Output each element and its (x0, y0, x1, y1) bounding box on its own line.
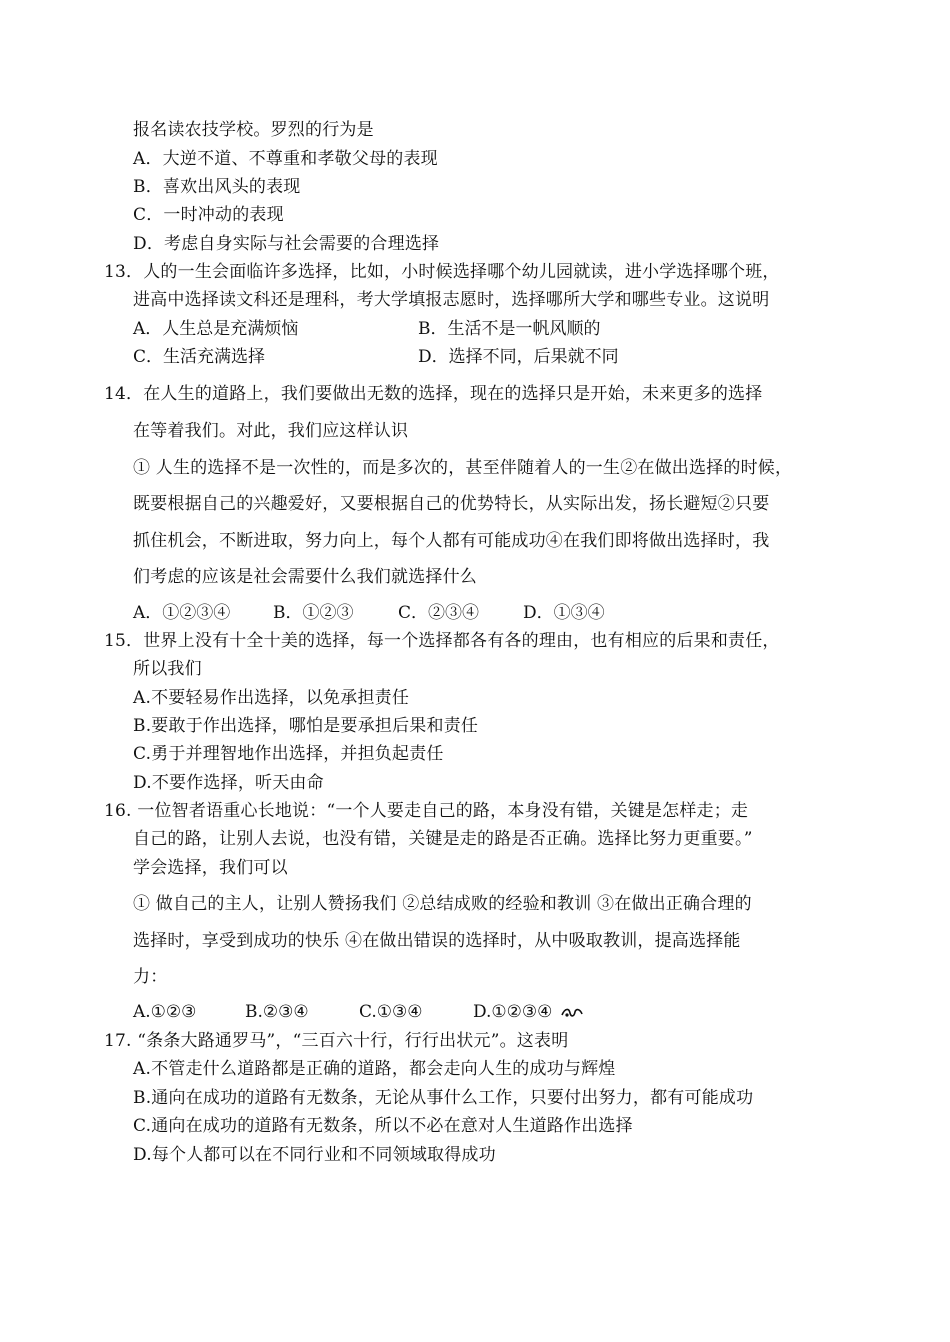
q15-stem-line-2: 所以我们 (133, 659, 202, 679)
scribble-icon (560, 1006, 584, 1020)
q15-option-a: A.不要轻易作出选择，以免承担责任 (133, 688, 410, 708)
q16-statement-line-1: ① 做自己的主人，让别人赞扬我们 ②总结成败的经验和教训 ③在做出正确合理的 (133, 894, 752, 914)
q16-stem-line-2: 自己的路，让别人去说，也没有错，关键是走的路是否正确。选择比努力更重要。” (133, 829, 753, 849)
q13-stem-line-2: 进高中选择读文科还是理科，考大学填报志愿时，选择哪所大学和哪些专业。这说明 (133, 290, 770, 310)
q14-option-b: B．①②③ (273, 603, 354, 623)
q12-option-a: A．大逆不道、不尊重和孝敬父母的表现 (133, 149, 438, 169)
q16-option-b: B.②③④ (245, 1002, 309, 1022)
q16-stem-line-3: 学会选择，我们可以 (133, 858, 288, 878)
q13-option-c: C．生活充满选择 (133, 347, 266, 367)
q14-option-d: D．①③④ (523, 603, 605, 623)
q16-option-d-wrap (473, 1004, 584, 1021)
q16-statement-line-3: 力： (133, 967, 168, 987)
q16-stem-line-1: 16. 一位智者语重心长地说：“一个人要走自己的路，本身没有错，关键是怎样走；走 (104, 801, 749, 821)
q14-option-a: A．①②③④ (133, 603, 231, 623)
q14-statement-line-4: 们考虑的应该是社会需要什么我们就选择什么 (133, 567, 477, 587)
q17-option-b: B.通向在成功的道路有无数条，无论从事什么工作，只要付出努力，都有可能成功 (133, 1088, 754, 1108)
q16-option-d: D.①②③④ (473, 1002, 553, 1022)
q13-option-a: A．人生总是充满烦恼 (133, 319, 299, 339)
q14-statement-line-3: 抓住机会，不断进取，努力向上，每个人都有可能成功④在我们即将做出选择时，我 (133, 531, 770, 551)
q16-option-a: A.①②③ (133, 1002, 197, 1022)
q13-option-b: B．生活不是一帆风顺的 (418, 319, 601, 339)
q12-option-b: B．喜欢出风头的表现 (133, 177, 301, 197)
q12-stem-tail: 报名读农技学校。罗烈的行为是 (133, 120, 374, 140)
q17-option-c: C.通向在成功的道路有无数条，所以不必在意对人生道路作出选择 (133, 1116, 633, 1136)
q17-option-d: D.每个人都可以在不同行业和不同领域取得成功 (133, 1145, 496, 1165)
q14-statement-line-2: 既要根据自己的兴趣爱好，又要根据自己的优势特长，从实际出发，扬长避短②只要 (133, 494, 770, 514)
q17-stem: 17. “条条大路通罗马”，“三百六十行，行行出状元”。这表明 (104, 1031, 569, 1051)
q16-statement-line-2: 选择时，享受到成功的快乐 ④在做出错误的选择时，从中吸取教训，提高选择能 (133, 931, 741, 951)
q12-option-c: C．一时冲动的表现 (133, 205, 284, 225)
q16-option-c: C.①③④ (359, 1002, 423, 1022)
q14-stem-line-1: 14．在人生的道路上，我们要做出无数的选择，现在的选择只是开始，未来更多的选择 (104, 384, 763, 404)
q15-stem-line-1: 15．世界上没有十全十美的选择，每一个选择都各有各的理由，也有相应的后果和责任， (104, 631, 780, 651)
q12-option-d: D．考虑自身实际与社会需要的合理选择 (133, 234, 440, 254)
q13-option-d: D．选择不同，后果就不同 (418, 347, 619, 367)
q14-stem-line-2: 在等着我们。对此，我们应这样认识 (133, 421, 409, 441)
q17-option-a: A.不管走什么道路都是正确的道路，都会走向人生的成功与辉煌 (133, 1059, 616, 1079)
q14-statement-line-1: ① 人生的选择不是一次性的，而是多次的，甚至伴随着人的一生②在做出选择的时候， (133, 458, 793, 478)
q14-option-c: C．②③④ (398, 603, 480, 623)
q15-option-b: B.要敢于作出选择，哪怕是要承担后果和责任 (133, 716, 479, 736)
q15-option-d: D.不要作选择，听天由命 (133, 773, 324, 793)
q13-stem-line-1: 13．人的一生会面临许多选择，比如，小时候选择哪个幼儿园就读，进小学选择哪个班， (104, 262, 780, 282)
q15-option-c: C.勇于并理智地作出选择，并担负起责任 (133, 744, 444, 764)
